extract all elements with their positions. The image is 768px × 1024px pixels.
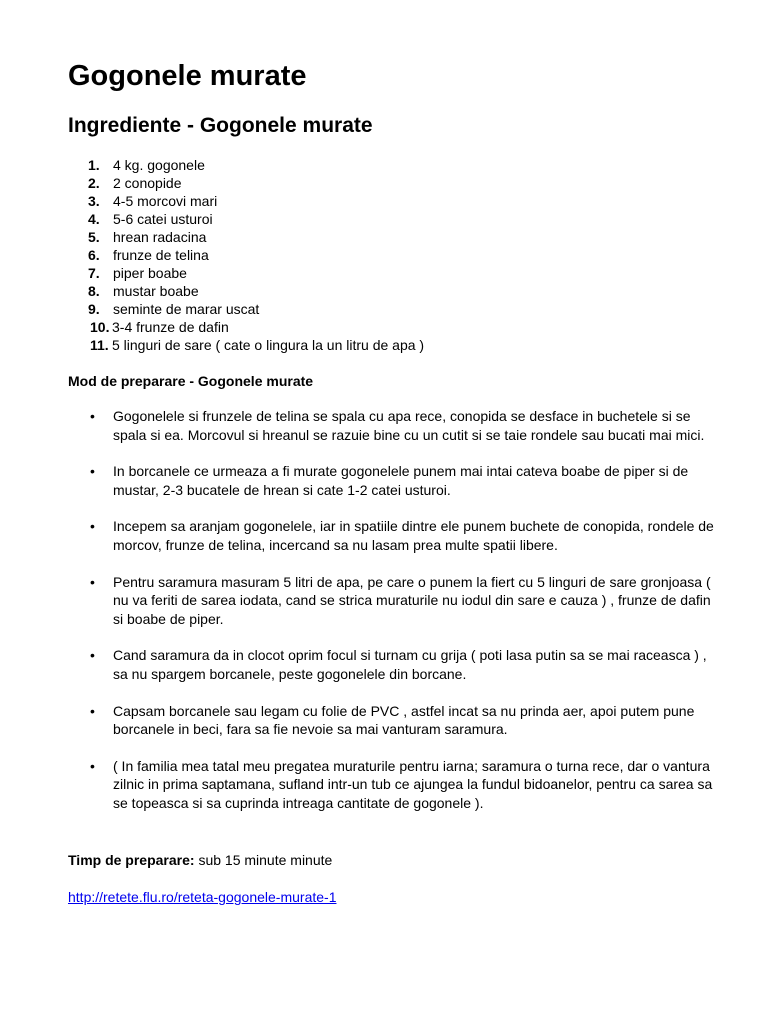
list-item	[68, 192, 424, 210]
list-item-text: 4 kg. gogonele	[113, 157, 205, 173]
list-item-text: Cand saramura da in clocot oprim focul si turnam cu grija ( poti lasa putin sa se mai raceasca ) , sa nu spargem borcanele, peste gogonelele din borcane.	[113, 647, 707, 682]
list-item	[68, 156, 424, 174]
list-item	[68, 228, 424, 246]
list-number: 7.	[88, 265, 100, 281]
list-number: 6.	[88, 247, 100, 263]
list-item	[68, 517, 718, 554]
ingredients-list	[68, 156, 424, 354]
prep-time-value: sub 15 minute minute	[194, 852, 333, 868]
list-item-text: 5-6 catei usturoi	[113, 211, 213, 227]
list-number: 11.	[90, 337, 109, 353]
list-item	[68, 336, 424, 354]
list-number: 4.	[88, 211, 100, 227]
list-item-text: seminte de marar uscat	[113, 301, 260, 317]
bullet-icon: •	[90, 757, 95, 774]
list-item	[68, 646, 718, 683]
bullet-icon: •	[90, 518, 95, 535]
list-item-text: 2 conopide	[113, 175, 182, 191]
list-item	[68, 462, 718, 499]
list-number: 5.	[88, 229, 100, 245]
list-item	[68, 282, 424, 300]
list-number: 3.	[88, 193, 100, 209]
list-item-text: In borcanele ce urmeaza a fi murate gogonelele punem mai intai cateva boabe de piper si de mustar, 2-3 bucatele de hrean si cate 1-2 catei usturoi.	[113, 463, 689, 498]
list-item	[68, 210, 424, 228]
list-number: 9.	[88, 301, 100, 317]
list-number: 2.	[88, 175, 100, 191]
list-item-text: 3-4 frunze de dafin	[112, 319, 229, 335]
list-item	[68, 573, 718, 629]
list-item-text: Capsam borcanele sau legam cu folie de PVC , astfel incat sa nu prinda aer, apoi putem pune borcanele in beci, fara sa fie nevoie sa mai vanturam saramura.	[113, 702, 695, 738]
method-steps-list	[68, 407, 718, 813]
list-item-text: 4-5 morcovi mari	[113, 193, 218, 209]
page-title: Gogonele murate	[68, 60, 307, 92]
bullet-icon: •	[90, 573, 95, 590]
bullet-icon: •	[90, 408, 95, 424]
ingredients-heading: Ingrediente - Gogonele murate	[68, 114, 373, 137]
list-item-text: frunze de telina	[113, 247, 209, 263]
prep-time	[68, 851, 332, 869]
list-number: 8.	[88, 283, 100, 299]
method-heading: Mod de preparare - Gogonele murate	[68, 373, 314, 389]
list-item-text: piper boabe	[113, 265, 187, 281]
list-item	[68, 757, 718, 813]
list-item-text: Pentru saramura masuram 5 litri de apa, pe care o punem la fiert cu 5 linguri de sare gronjoasa ( nu va feriti de sarea iodata, cand se strica muraturile nu iodul din sare e cauza ) , frunze de dafin si boabe de piper.	[113, 573, 711, 627]
list-item	[68, 264, 424, 282]
list-number: 1.	[88, 157, 100, 173]
bullet-icon: •	[90, 702, 95, 719]
list-item-text: mustar boabe	[113, 283, 199, 299]
list-item-text: hrean radacina	[113, 229, 207, 245]
list-item	[68, 702, 718, 739]
list-item-text: 5 linguri de sare ( cate o lingura la un litru de apa )	[112, 337, 425, 353]
list-item	[68, 246, 424, 264]
list-item	[68, 318, 424, 336]
list-item	[68, 300, 424, 318]
list-item	[68, 174, 424, 192]
list-number: 10.	[90, 319, 110, 335]
bullet-icon: •	[90, 463, 95, 480]
list-item-text: Gogonelele si frunzele de telina se spala cu apa rece, conopida se desface in buchetele si se spala si ea. Morcovul si hreanul se razuie bine cu un cutit si se taie rondele sau bucati mai mici.	[113, 408, 705, 443]
list-item-text: Incepem sa aranjam gogonelele, iar in spatiile dintre ele punem buchete de conopida, rondele de morcov, frunze de telina, incercand sa nu lasam prea multe spatii libere.	[113, 518, 714, 553]
bullet-icon: •	[90, 647, 95, 664]
list-item	[68, 407, 718, 444]
prep-time-label: Timp de preparare:	[68, 852, 195, 868]
source-link[interactable]: http://retete.flu.ro/reteta-gogonele-murate-1	[68, 889, 337, 905]
list-item-text: ( In familia mea tatal meu pregatea muraturile pentru iarna; saramura o turna rece, dar o vantura zilnic in prima saptamana, sufland intr-un tub ce ajungea la fundul bidoanelor, pentru ca sarea sa se topeasca si sa cuprinda intreaga cantitate de gogonele ).	[113, 757, 713, 811]
